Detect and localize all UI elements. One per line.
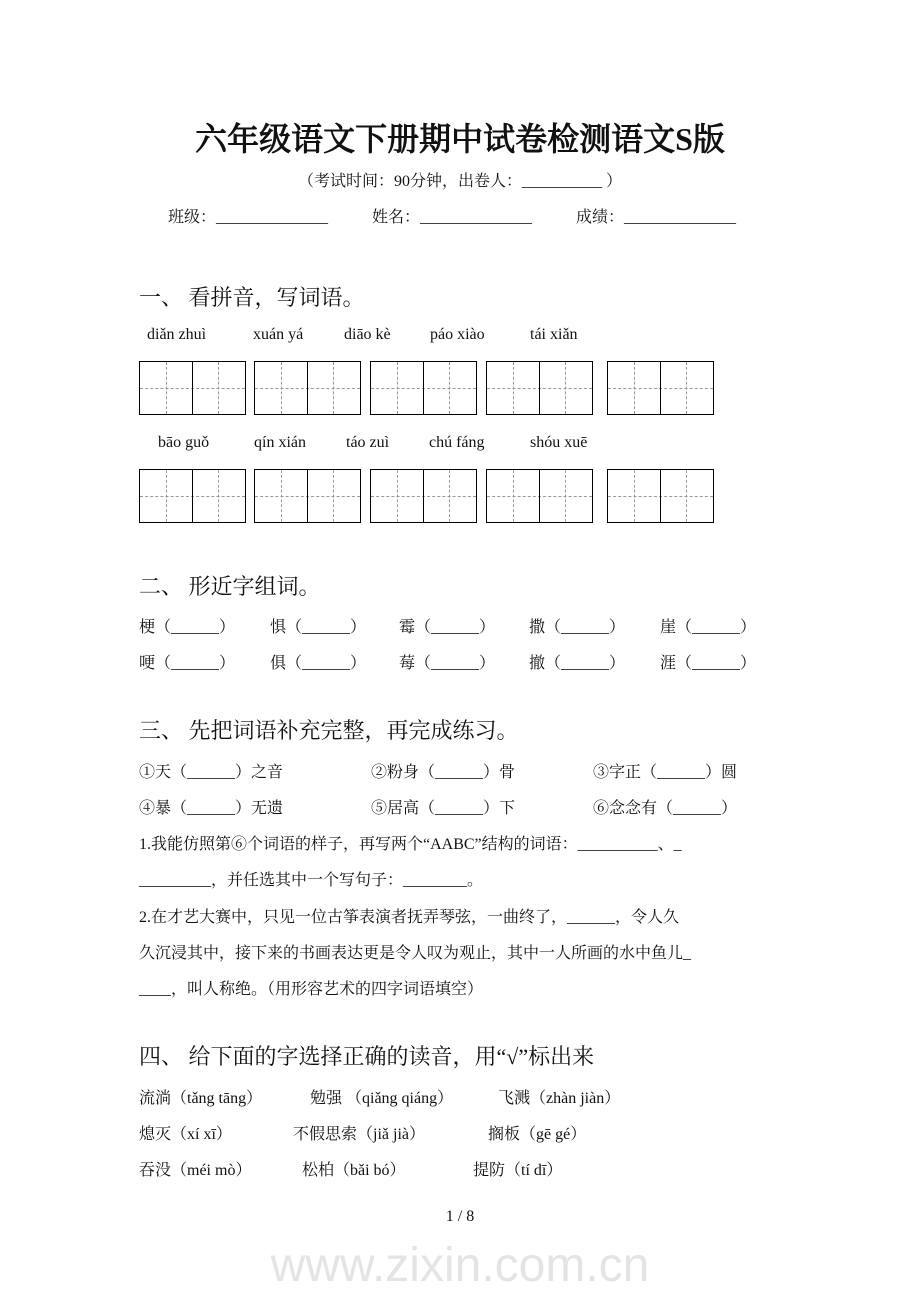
pinyin: xuán yá [253, 326, 304, 343]
reading-item: 流淌（tǎng tāng） [139, 1090, 263, 1107]
word-item: 哽（______） [139, 655, 236, 672]
writing-grid-box [486, 361, 593, 415]
writing-grid-box [370, 361, 477, 415]
idiom-item: ③字正（______）圆 [593, 764, 738, 781]
writing-grid-box [139, 361, 246, 415]
idiom-item: ②粉身（______）骨 [371, 764, 516, 781]
pinyin: bāo guǒ [158, 434, 210, 451]
exam-subtitle: （考试时间：90分钟，出卷人：__________ ） [297, 173, 622, 190]
reading-item: 勉强 （qiǎng qiáng） [310, 1090, 454, 1107]
pinyin: táo zuì [346, 434, 390, 451]
section-2-heading: 二、 形近字组词。 [139, 574, 321, 599]
page-number: 1 / 8 [445, 1208, 475, 1225]
question-line: _________，并任选其中一个写句子：________。 [139, 872, 484, 889]
word-item: 涯（______） [660, 655, 757, 672]
reading-item: 搁板（gē gé） [488, 1126, 587, 1143]
idiom-item: ④暴（______）无遗 [139, 800, 284, 817]
section-3-heading: 三、 先把词语补充完整，再完成练习。 [139, 718, 519, 743]
writing-grid-box [254, 469, 361, 523]
pinyin: diǎn zhuì [147, 326, 207, 343]
pinyin: qín xián [254, 434, 306, 451]
word-item: 撤（______） [529, 655, 626, 672]
writing-grid-box [254, 361, 361, 415]
word-item: 莓（______） [399, 655, 496, 672]
idiom-item: ①天（______）之音 [139, 764, 284, 781]
question-line: 2.在才艺大赛中，只见一位古筝表演者抚弄琴弦，一曲终了，______，令人久 [139, 909, 680, 926]
word-item: 惧（______） [270, 619, 367, 636]
score-field: 成绩：______________ [576, 209, 737, 226]
page-title: 六年级语文下册期中试卷检测语文S版 [195, 121, 725, 157]
reading-item: 提防（tí dī） [473, 1162, 563, 1179]
reading-item: 飞溅（zhàn jiàn） [498, 1090, 621, 1107]
question-line: 1.我能仿照第⑥个词语的样子，再写两个“AABC”结构的词语：__________、_ [139, 836, 682, 853]
word-item: 崖（______） [660, 619, 757, 636]
writing-grid-box [607, 361, 714, 415]
name-field: 姓名：______________ [372, 209, 533, 226]
watermark: www.zixin.com.cn [270, 1239, 650, 1292]
writing-grid-box [486, 469, 593, 523]
writing-grid-box [607, 469, 714, 523]
word-item: 撒（______） [529, 619, 626, 636]
section-1-heading: 一、 看拼音，写词语。 [139, 285, 365, 310]
word-item: 霉（______） [399, 619, 496, 636]
writing-grid-box [139, 469, 246, 523]
section-4-heading: 四、 给下面的字选择正确的读音，用“√”标出来 [139, 1044, 595, 1069]
idiom-item: ⑤居高（______）下 [371, 800, 516, 817]
question-line: 久沉浸其中，接下来的书画表达更是令人叹为观止，其中一人所画的水中鱼儿_ [139, 945, 692, 962]
pinyin: tái xiǎn [530, 326, 578, 343]
word-item: 梗（______） [139, 619, 236, 636]
reading-item: 熄灭（xí xī） [139, 1126, 232, 1143]
reading-item: 不假思索（jiǎ jià） [293, 1126, 425, 1143]
writing-grid-box [370, 469, 477, 523]
word-item: 俱（______） [270, 655, 367, 672]
class-field: 班级：______________ [168, 209, 329, 226]
pinyin: diāo kè [344, 326, 391, 343]
reading-item: 松柏（bǎi bó） [302, 1162, 406, 1179]
pinyin: chú fáng [429, 434, 485, 451]
pinyin: páo xiào [430, 326, 485, 343]
reading-item: 吞没（méi mò） [139, 1162, 252, 1179]
question-line: ____，叫人称绝。（用形容艺术的四字词语填空） [139, 981, 484, 998]
idiom-item: ⑥念念有（______） [593, 800, 738, 817]
pinyin: shóu xuē [530, 434, 588, 451]
